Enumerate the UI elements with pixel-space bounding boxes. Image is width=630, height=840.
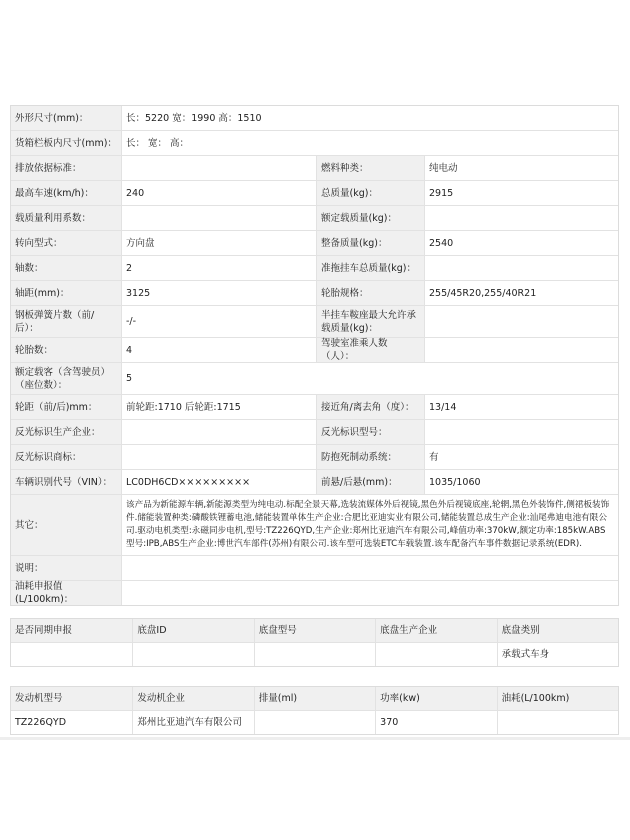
param-label: 说明： <box>11 556 121 580</box>
param-value: -/- <box>121 306 316 337</box>
table-cell <box>254 711 375 734</box>
param-label: 半挂车鞍座最大允许承载质量(kg)： <box>316 306 424 337</box>
param-value <box>424 256 618 280</box>
table-cell <box>132 643 253 666</box>
param-label: 最高车速(km/h)： <box>11 181 121 205</box>
table-cell <box>11 643 132 666</box>
param-value: 2540 <box>424 231 618 255</box>
param-value: 该产品为新能源车辆,新能源类型为纯电动.标配全景天幕,选装流媒体外后视镜,黑色外后视镜底座,轮辋,黑色外装饰件,侧裙板装饰件.储能装置种类:磷酸铁锂蓄电池,储能装置单体生产企业:合肥比亚迪实业有限公司,储能装置总成生产企业:汕尾弗迪电池有限公司.驱动电机类型:永磁同步电机,型号:TZ226QYD,生产企业:郑州比亚迪汽车有限公司,峰值功率:370kW,额定功率:185kW.ABS型号:IPB,ABS生产企业:博世汽车部件(苏州)有限公司.该车型可选装ETC车载装置.该车配备汽车事件数据记录系统(EDR). <box>121 495 618 555</box>
param-value: 3125 <box>121 281 316 305</box>
table-cell <box>375 643 496 666</box>
param-row <box>11 280 618 305</box>
param-value: 1035/1060 <box>424 470 618 494</box>
page-divider <box>0 737 630 740</box>
param-row-other <box>11 494 618 555</box>
param-label: 反光标识生产企业： <box>11 420 121 444</box>
param-value <box>121 445 316 469</box>
table-cell: 郑州比亚迪汽车有限公司 <box>132 711 253 734</box>
param-label: 油耗申报值(L/100km)： <box>11 581 121 605</box>
param-label: 轴距(mm)： <box>11 281 121 305</box>
param-value: 5 <box>121 363 618 394</box>
param-value <box>424 306 618 337</box>
table-header-cell: 发动机企业 <box>132 687 253 710</box>
param-row <box>11 255 618 280</box>
table-cell: 承载式车身 <box>497 643 618 666</box>
param-label: 准拖挂车总质量(kg)： <box>316 256 424 280</box>
param-label: 轴数： <box>11 256 121 280</box>
param-row <box>11 305 618 337</box>
param-value: 13/14 <box>424 395 618 419</box>
param-row-note <box>11 555 618 580</box>
param-value: 方向盘 <box>121 231 316 255</box>
param-label: 防抱死制动系统： <box>316 445 424 469</box>
param-value <box>424 338 618 362</box>
param-label: 总质量(kg)： <box>316 181 424 205</box>
table-cell: TZ226QYD <box>15 717 67 728</box>
table-header-cell: 底盘ID <box>132 619 253 642</box>
param-row <box>11 205 618 230</box>
param-value <box>121 156 316 180</box>
param-label: 排放依据标准： <box>11 156 121 180</box>
param-value: 2 <box>121 256 316 280</box>
param-row <box>11 180 618 205</box>
param-value: 255/45R20,255/40R21 <box>424 281 618 305</box>
engine-table <box>10 686 619 735</box>
table-header-cell: 油耗(L/100km) <box>497 687 618 710</box>
param-value <box>424 206 618 230</box>
vehicle-parameter-table <box>10 105 619 606</box>
param-row <box>11 230 618 255</box>
param-value: 4 <box>121 338 316 362</box>
table-header-cell: 发动机型号 <box>11 687 132 710</box>
param-row-cargo-box <box>11 130 618 155</box>
param-value <box>424 420 618 444</box>
param-label: 前悬/后悬(mm)： <box>316 470 424 494</box>
param-label: 轮胎数： <box>11 338 121 362</box>
param-row <box>11 155 618 180</box>
param-label: 额定载质量(kg)： <box>316 206 424 230</box>
param-row <box>11 419 618 444</box>
param-row <box>11 337 618 362</box>
table-header-cell: 底盘生产企业 <box>375 619 496 642</box>
param-value: LC0DH6CD××××××××× <box>121 470 316 494</box>
param-value: 纯电动 <box>424 156 618 180</box>
table-header-row <box>11 619 618 642</box>
param-value: 长：5220 宽：1990 高：1510 <box>121 106 618 130</box>
param-label: 货箱栏板内尺寸(mm)： <box>11 131 121 155</box>
table-header-cell: 底盘类别 <box>497 619 618 642</box>
param-value <box>121 556 618 580</box>
param-label: 载质量利用系数： <box>11 206 121 230</box>
param-label: 接近角/离去角（度）： <box>316 395 424 419</box>
param-row <box>11 469 618 494</box>
table-header-cell: 底盘型号 <box>254 619 375 642</box>
param-label: 轮距（前/后)mm： <box>11 395 121 419</box>
param-label: 额定载客（含驾驶员）（座位数）： <box>11 363 121 394</box>
table-row <box>11 642 618 666</box>
table-cell <box>254 643 375 666</box>
table-header-cell: 是否同期申报 <box>11 619 132 642</box>
param-row <box>11 394 618 419</box>
param-label: 转向型式： <box>11 231 121 255</box>
param-label: 外形尺寸(mm)： <box>11 106 121 130</box>
param-label: 轮胎规格： <box>316 281 424 305</box>
param-row-seats <box>11 362 618 394</box>
chassis-table <box>10 618 619 667</box>
table-header-cell: 功率(kw) <box>375 687 496 710</box>
table-row <box>11 710 618 734</box>
param-row <box>11 444 618 469</box>
param-value: 有 <box>424 445 618 469</box>
param-value: 长： 宽： 高： <box>121 131 618 155</box>
param-row-fuel <box>11 580 618 605</box>
param-label: 燃料种类： <box>316 156 424 180</box>
param-label: 车辆识别代号（VIN）： <box>11 470 121 494</box>
param-label: 整备质量(kg)： <box>316 231 424 255</box>
param-value <box>121 206 316 230</box>
param-row-dimensions <box>11 106 618 130</box>
param-label: 反光标识型号： <box>316 420 424 444</box>
param-label: 钢板弹簧片数（前/后）： <box>11 306 121 337</box>
param-label: 其它： <box>11 495 121 555</box>
table-cell: 370 <box>375 711 496 734</box>
param-value: 240 <box>121 181 316 205</box>
param-value: 前轮距:1710 后轮距:1715 <box>121 395 316 419</box>
param-value: 2915 <box>424 181 618 205</box>
param-label: 驾驶室准乘人数（人）： <box>316 338 424 362</box>
table-cell <box>497 711 618 734</box>
table-header-row <box>11 687 618 710</box>
table-header-cell: 排量(ml) <box>254 687 375 710</box>
param-value <box>121 581 618 605</box>
param-value <box>121 420 316 444</box>
param-label: 反光标识商标： <box>11 445 121 469</box>
